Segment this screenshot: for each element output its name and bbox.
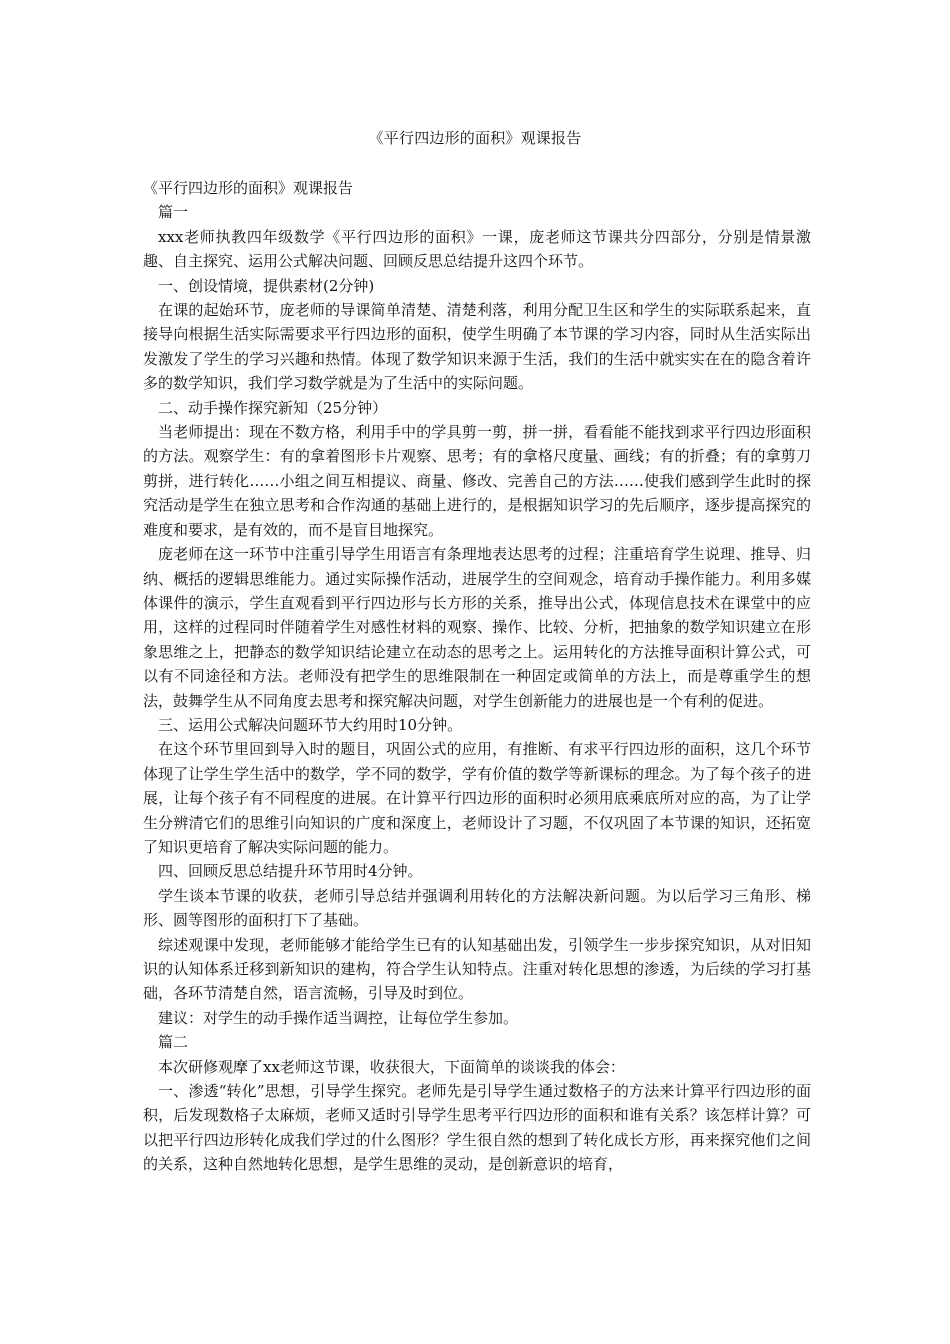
intro-paragraph: xxx老师执教四年级数学《平行四边形的面积》一课，庞老师这节课共分四部分，分别是情景激趣、自主探究、运用公式解决问题、回顾反思总结提升这四个环节。 xyxy=(143,227,811,271)
document-body xyxy=(143,176,811,1177)
part2-label: 篇二 xyxy=(158,1033,189,1052)
paragraph-8: 本次研修观摩了xx老师这节课，收获很大，下面简单的谈谈我的体会： xyxy=(158,1057,625,1076)
section-heading-1: 一、创设情境，提供素材(2分钟) xyxy=(158,276,375,295)
document-title: 《平行四边形的面积》观课报告 xyxy=(368,129,582,147)
paragraph-3: 庞老师在这一环节中注重引导学生用语言有条理地表达思考的过程；注重培育学生说理、推导、归纳、概括的逻辑思维能力。通过实际操作活动，进展学生的空间观念，培育动手操作能力。利用多媒体课件的演示，学生直观看到平行四边形与长方形的关系，推导出公式，体现信息技术在课堂中的应用，这样的过程同时伴随着学生对感性材料的观察、操作、比较、分析，把抽象的数学知识建立在形象思维之上，把静态的数学知识结论建立在动态的思考之上。运用转化的方法推导面积计算公式，可以有不同途径和方法。老师没有把学生的思维限制在一种固定或简单的方法上，而是尊重学生的想法，鼓舞学生从不同角度去思考和探究解决问题，对学生创新能力的进展也是一个有利的促进。 xyxy=(143,545,811,710)
section-heading-2: 二、动手操作探究新知（25分钟） xyxy=(158,398,388,417)
paragraph-7: 建议：对学生的动手操作适当调控，让每位学生参加。 xyxy=(158,1008,519,1027)
paragraph-5: 学生谈本节课的收获，老师引导总结并强调利用转化的方法解决新问题。为以后学习三角形、梯形、圆等图形的面积打下了基础。 xyxy=(143,886,811,930)
section-heading-3: 三、运用公式解决问题环节大约用时10分钟。 xyxy=(158,715,463,734)
paragraph-4: 在这个环节里回到导入时的题目，巩固公式的应用，有推断、有求平行四边形的面积，这几个环节体现了让学生学生活中的数学，学不同的数学，学有价值的数学等新课标的理念。为了每个孩子的进展，让每个孩子有不同程度的进展。在计算平行四边形的面积时必须用底乘底所对应的高，为了让学生分辨清它们的思维引向知识的广度和深度上，老师设计了习题，不仅巩固了本节课的知识，还拓宽了知识更培育了解决实际问题的能力。 xyxy=(143,740,811,856)
paragraph-6: 综述观课中发现，老师能够才能给学生已有的认知基础出发，引领学生一步步探究知识，从对旧知识的认知体系迁移到新知识的建构，符合学生认知特点。注重对转化思想的渗透，为后续的学习打基础，各环节清楚自然，语言流畅，引导及时到位。 xyxy=(143,935,811,1003)
section-heading-4: 四、回顾反思总结提升环节用时4分钟。 xyxy=(158,862,423,881)
part1-label: 篇一 xyxy=(158,203,189,222)
document-subtitle: 《平行四边形的面积》观课报告 xyxy=(143,179,354,197)
paragraph-9: 一、渗透“转化”思想，引导学生探究。老师先是引导学生通过数格子的方法来计算平行四边形的面积，后发现数格子太麻烦，老师又适时引导学生思考平行四边形的面积和谁有关系？该怎样计算？可以把平行四边形转化成我们学过的什么图形？学生很自然的想到了转化成长方形，再来探究他们之间的关系，这种自然地转化思想，是学生思维的灵动，是创新意识的培育， xyxy=(143,1082,811,1174)
paragraph-1: 在课的起始环节，庞老师的导课简单清楚、清楚利落，利用分配卫生区和学生的实际联系起来，直接导向根据生活实际需要求平行四边形的面积，使学生明确了本节课的学习内容，同时从生活实际出发激发了学生的学习兴趣和热情。体现了数学知识来源于生活，我们的生活中就实实在在的隐含着许多的数学知识，我们学习数学就是为了生活中的实际问题。 xyxy=(143,301,811,393)
paragraph-2: 当老师提出：现在不数方格，利用手中的学具剪一剪，拼一拼，看看能不能找到求平行四边形面积的方法。观察学生：有的拿着图形卡片观察、思考；有的拿格尺度量、画线；有的折叠；有的拿剪刀剪拼，进行转化……小组之间互相提议、商量、修改、完善自己的方法……使我们感到学生此时的探究活动是学生在独立思考和合作沟通的基础上进行的，是根据知识学习的先后顺序，逐步提高探究的难度和要求，是有效的，而不是盲目地探究。 xyxy=(143,423,811,539)
